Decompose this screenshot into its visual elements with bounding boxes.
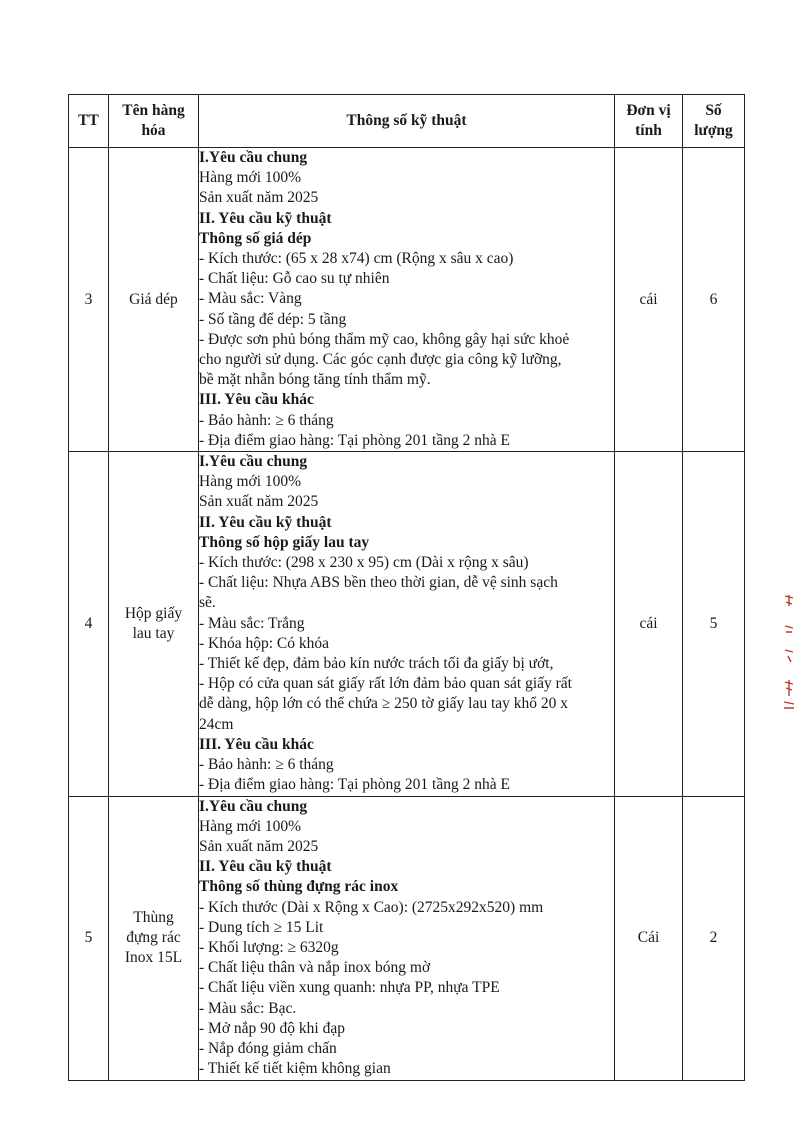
spec-heading: I.Yêu cầu chung (199, 453, 308, 471)
item-name-line: đựng rác (126, 929, 181, 946)
spec-line: - Kích thước (Dài x Rộng x Cao): (2725x292x520) mm (199, 898, 544, 916)
header-qty-line: Số (705, 102, 722, 119)
spec-heading: Thông số hộp giấy lau tay (199, 533, 370, 551)
header-row (69, 95, 745, 148)
spec-line: - Màu sắc: Bạc. (199, 999, 297, 1017)
spec-line: - Số tầng để dép: 5 tầng (199, 310, 347, 328)
spec-line: - Thiết kế đẹp, đảm bảo kín nước trách tối đa giấy bị ướt, (199, 655, 554, 673)
spec-line: - Màu sắc: Trắng (199, 614, 305, 632)
spec-line: - Mở nắp 90 độ khi đạp (199, 1019, 345, 1037)
spec-line: Sản xuất năm 2025 (199, 493, 319, 511)
item-quantity: 2 (683, 796, 745, 1080)
spec-heading: II. Yêu cầu kỹ thuật (199, 858, 332, 876)
item-name-line: Giá dép (129, 290, 178, 308)
header-name-line: Tên hàng (122, 102, 185, 119)
spec-line: - Bảo hành: ≥ 6 tháng (199, 411, 334, 429)
spec-line: - Chất liệu thân và nắp inox bóng mờ (199, 959, 431, 977)
spec-line: bề mặt nhẵn bóng tăng tính thẩm mỹ. (199, 371, 431, 389)
item-name (109, 452, 199, 796)
spec-table (68, 94, 745, 1081)
spec-line: - Chất liệu: Gỗ cao su tự nhiên (199, 270, 390, 288)
spec-line: - Hộp có cửa quan sát giấy rất lớn đảm bảo quan sát giấy rất (199, 675, 572, 693)
spec-line: cho người sử dụng. Các góc cạnh được gia công kỹ lưỡng, (199, 351, 562, 369)
spec-line: - Kích thước: (65 x 28 x74) cm (Rộng x sâu x cao) (199, 250, 514, 268)
spec-heading: Thông số giá dép (199, 229, 312, 247)
spec-line: - Bảo hành: ≥ 6 tháng (199, 756, 334, 774)
spec-line: Hàng mới 100% (199, 473, 302, 491)
item-name (109, 148, 199, 452)
spec-line: - Địa điểm giao hàng: Tại phòng 201 tầng 2 nhà E (199, 431, 510, 449)
item-unit: cái (615, 452, 683, 796)
spec-heading: III. Yêu cầu khác (199, 391, 314, 409)
spec-line: dễ dàng, hộp lớn có thể chứa ≥ 250 tờ giấy lau tay khổ 20 x (199, 695, 569, 713)
table-row (69, 452, 745, 796)
spec-line: - Nắp đóng giảm chấn (199, 1039, 337, 1057)
header-qty-line: lượng (694, 122, 733, 139)
table-row (69, 148, 745, 452)
spec-line: - Khóa hộp: Có khóa (199, 634, 330, 652)
spec-line: - Địa điểm giao hàng: Tại phòng 201 tầng 2 nhà E (199, 776, 510, 794)
header-name-line: hóa (141, 122, 166, 139)
item-name-line: Hộp giấy (124, 604, 183, 622)
spec-line: - Kích thước: (298 x 230 x 95) cm (Dài x rộng x sâu) (199, 554, 529, 572)
spec-heading: III. Yêu cầu khác (199, 735, 314, 753)
spec-line: - Dung tích ≥ 15 Lit (199, 918, 324, 936)
item-specs (199, 148, 615, 452)
header-spec: Thông số kỹ thuật (199, 95, 615, 148)
header-unit-line: tính (635, 122, 662, 139)
spec-heading: I.Yêu cầu chung (199, 149, 308, 166)
header-name (109, 95, 199, 148)
spec-line: Sản xuất năm 2025 (199, 837, 319, 855)
spec-line: - Được sơn phủ bóng thẩm mỹ cao, không gây hại sức khoẻ (199, 330, 570, 348)
item-unit: Cái (615, 796, 683, 1080)
spec-line: - Màu sắc: Vàng (199, 290, 302, 308)
item-quantity: 6 (683, 148, 745, 452)
spec-heading: Thông số thùng đựng rác inox (199, 878, 399, 896)
spec-line: Sản xuất năm 2025 (199, 189, 319, 207)
spec-line: 24cm (199, 715, 234, 733)
margin-stamp-mark (782, 592, 796, 710)
item-name-line: lau tay (132, 624, 175, 642)
spec-line: Hàng mới 100% (199, 817, 302, 835)
item-name (109, 796, 199, 1080)
item-quantity: 5 (683, 452, 745, 796)
header-tt: TT (69, 95, 109, 148)
header-unit-line: Đơn vị (626, 102, 671, 119)
header-unit (615, 95, 683, 148)
row-number: 3 (69, 148, 109, 452)
item-name-line: Inox 15L (124, 949, 183, 966)
spec-line: - Khối lượng: ≥ 6320g (199, 938, 339, 956)
row-number: 5 (69, 796, 109, 1080)
item-specs (199, 796, 615, 1080)
spec-heading: II. Yêu cầu kỹ thuật (199, 209, 332, 227)
spec-line: - Thiết kế tiết kiệm không gian (199, 1060, 391, 1078)
spec-line: - Chất liệu viền xung quanh: nhựa PP, nhựa TPE (199, 979, 500, 997)
spec-line: Hàng mới 100% (199, 169, 302, 187)
row-number: 4 (69, 452, 109, 796)
table-row (69, 796, 745, 1080)
item-name-line: Thùng (133, 909, 174, 926)
spec-heading: I.Yêu cầu chung (199, 797, 308, 815)
item-specs (199, 452, 615, 796)
spec-heading: II. Yêu cầu kỹ thuật (199, 513, 332, 531)
item-unit: cái (615, 148, 683, 452)
spec-line: sẽ. (199, 594, 216, 612)
header-qty (683, 95, 745, 148)
spec-line: - Chất liệu: Nhựa ABS bền theo thời gian, dễ vệ sinh sạch (199, 574, 558, 592)
